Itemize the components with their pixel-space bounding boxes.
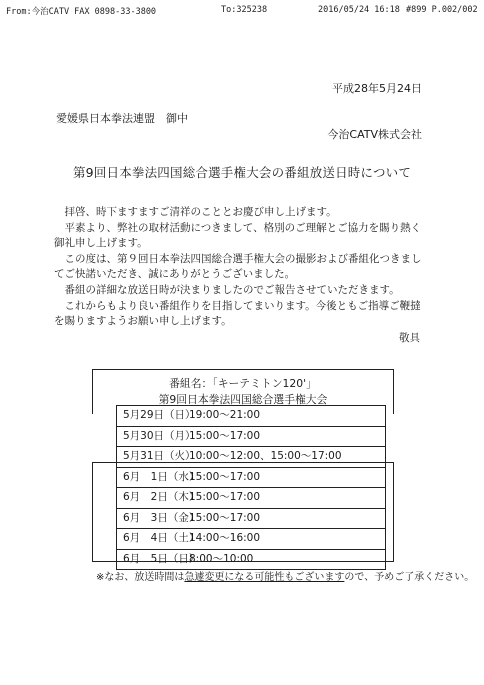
schedule-time: 10:00〜12:00、15:00〜17:00 xyxy=(189,450,342,462)
note-underlined: 急遽変更になる可能性もございます xyxy=(184,572,345,583)
letter-title: 第9回日本拳法四国総合選手権大会の番組放送日時について xyxy=(72,165,412,180)
schedule-time: 19:00〜21:00 xyxy=(189,409,261,421)
schedule-time: 15:00〜17:00 xyxy=(189,491,261,503)
schedule-table xyxy=(116,405,386,570)
schedule-time: 15:00〜17:00 xyxy=(189,470,261,483)
fax-header xyxy=(6,5,476,17)
schedule-time: 15:00〜17:00 xyxy=(189,511,261,524)
schedule-row xyxy=(117,406,385,427)
program-event: 第9回日本拳法四国総合選手権大会 xyxy=(158,393,328,406)
schedule-row xyxy=(117,447,385,468)
schedule-row xyxy=(117,468,385,489)
paragraph-report: 番組の詳細な放送日時が決まりましたのでご報告させていただきます。 xyxy=(64,283,400,296)
fax-datetime: 2016/05/24 16:18 xyxy=(318,5,400,15)
fax-page: #899 P.002/002 xyxy=(406,5,478,15)
schedule-date: 6月 5日（日） xyxy=(123,552,200,565)
paragraph-thanks: 平素より、弊社の取材活動につきまして、格別のご理解とご協力を賜り熱く御礼申し上げます。 xyxy=(54,221,422,250)
letter-closing: 敬具 xyxy=(399,332,420,344)
letter-sender: 今治CATV株式会社 xyxy=(327,128,422,141)
fax-to: To:325238 xyxy=(221,5,268,15)
letter-date: 平成28年5月24日 xyxy=(332,82,422,95)
schedule-row xyxy=(117,488,385,509)
schedule-date: 6月 1日（水） xyxy=(123,470,200,483)
note-suffix: ので、予めご了承ください。 xyxy=(344,572,475,583)
schedule-time: 8:00〜10:00 xyxy=(189,552,254,565)
note-prefix: ※なお、放送時間は xyxy=(96,572,185,583)
schedule-time: 14:00〜16:00 xyxy=(189,532,261,544)
fax-from: From:今治CATV FAX 0898-33-3800 xyxy=(6,7,157,17)
schedule-date: 6月 3日（金） xyxy=(123,511,200,524)
schedule-row xyxy=(117,550,385,571)
schedule-date: 6月 2日（木） xyxy=(123,491,200,503)
broadcast-note xyxy=(96,568,476,583)
schedule-date: 6月 4日（土） xyxy=(123,532,200,544)
schedule-row xyxy=(117,529,385,550)
schedule-date: 5月29日（日） xyxy=(123,409,196,421)
paragraph-consent: この度は、第９回日本拳法四国総合選手権大会の撮影および番組化つきましてご快諾いただき、誠にありがとうございました。 xyxy=(54,252,422,281)
schedule-date: 5月30日（月） xyxy=(123,429,196,442)
program-name: 番組名：「キーテミトン120'」 xyxy=(169,377,317,390)
schedule-time: 15:00〜17:00 xyxy=(189,429,261,442)
paragraph-closing-remarks: これからもより良い番組作りを目指してまいります。今後ともご指導ご鞭撻を賜りますようお願い申し上げます。 xyxy=(54,299,421,328)
letter-body xyxy=(54,205,428,330)
paragraph-greeting: 拝啓、時下ますますご清祥のこととお慶び申し上げます。 xyxy=(64,206,337,218)
letter-recipient: 愛媛県日本拳法連盟 御中 xyxy=(56,112,188,125)
schedule-row xyxy=(117,427,385,448)
schedule-date: 5月31日（火） xyxy=(123,450,196,462)
schedule-row xyxy=(117,509,385,530)
